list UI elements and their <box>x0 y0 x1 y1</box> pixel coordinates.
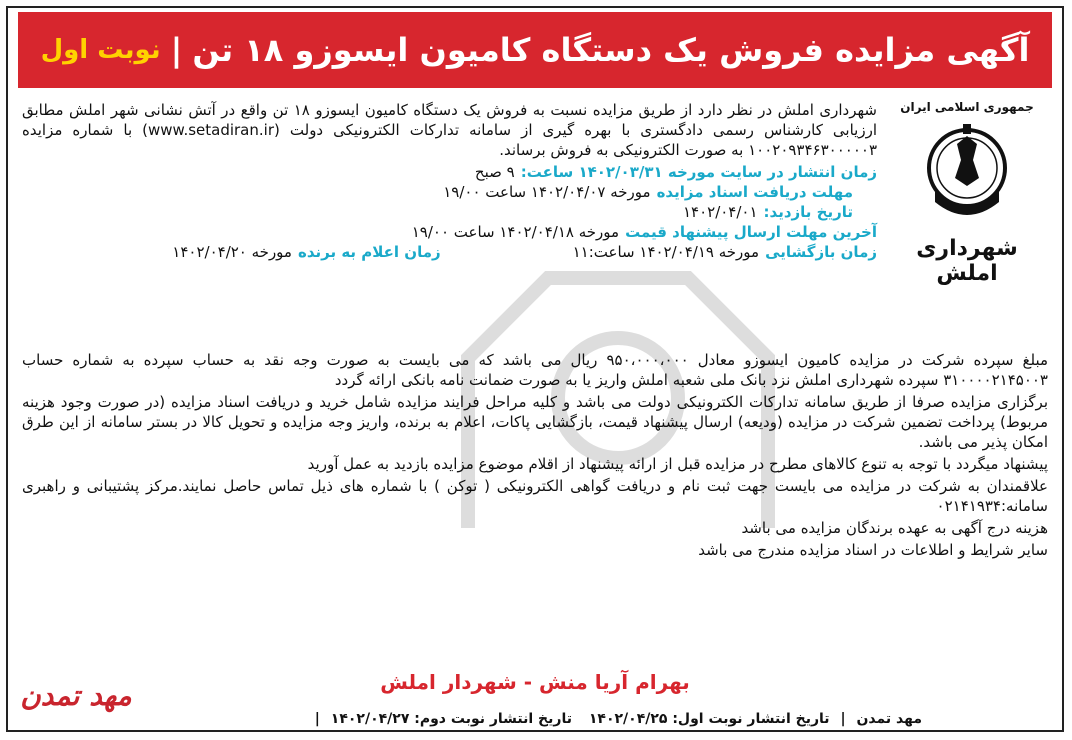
visit-date-row <box>22 202 877 222</box>
notice-frame <box>6 6 1064 732</box>
procedure-paragraph: برگزاری مزایده صرفا از طریق سامانه تدارکات الکترونیکی دولت می باشد و کلیه مراحل فرایند مزایده شامل خرید و دریافت اسناد مزایده (در صورت وجود هزینه مربوط) پرداخت تضمین شرکت در مزایده (ودیعه) ارسال پیشنهاد قیمت، بازگشایی پاکات، اعلام به برنده، واریز وجه مزایده و تحویل کالا در بستر سامانه از این طرق امکان پذیر می باشد. <box>22 393 1048 451</box>
turn-label: نوبت اول <box>40 35 161 65</box>
publish-value: ۹ صبح <box>474 163 515 181</box>
notice-title: آگهی مزایده فروش یک دستگاه کامیون ایسوزو ۱۸ تن <box>192 31 1030 69</box>
country-label: جمهوری اسلامی ایران <box>900 100 1034 114</box>
visit-paragraph: پیشنهاد میگردد با توجه به تنوع کالاهای مطرح در مزایده قبل از ارائه پیشنهاد از اقلام موضوع مزایده بازدید به عمل آورید <box>307 455 1048 473</box>
city-label: شهرداری املش <box>916 236 1018 286</box>
bid-deadline-row <box>22 222 877 242</box>
publish-footer: مهد تمدن | تاریخ انتشار نوبت اول: ۱۴۰۲/۰۴/۲۵ تاریخ انتشار نوبت دوم: ۱۴۰۲/۰۴/۲۷ | <box>314 711 922 727</box>
visit-label: تاریخ بازدید: <box>763 203 853 221</box>
footer-second-publish: تاریخ انتشار نوبت دوم: ۱۴۰۲/۰۴/۲۷ <box>330 711 572 727</box>
emblem-icon <box>917 120 1017 230</box>
visit-value: ۱۴۰۲/۰۴/۰۱ <box>682 203 758 221</box>
docs-label: مهلت دریافت اسناد مزایده <box>656 183 853 201</box>
docs-deadline-row <box>22 182 877 202</box>
footer-source: مهد تمدن <box>856 711 922 727</box>
winner-label: زمان اعلام به برنده <box>297 243 441 261</box>
publish-label: زمان انتشار در سایت مورخه ۱۴۰۲/۰۳/۳۱ ساعت: <box>520 163 877 181</box>
publish-date-row <box>22 162 877 182</box>
registration-paragraph: علاقمندان به شرکت در مزایده می بایست جهت ثبت نام و دریافت گواهی الکترونیکی ( توکن ) با شماره های ذیل تماس حاصل نمایند.مرکز پشتیبانی و راهبری سامانه:۰۲۱۴۱۹۳۴ <box>22 477 1048 515</box>
notice-body <box>22 100 877 262</box>
opening-label: زمان بازگشایی <box>765 243 877 261</box>
winner-value: مورخه ۱۴۰۲/۰۴/۲۰ <box>172 243 292 261</box>
footer-first-publish: تاریخ انتشار نوبت اول: ۱۴۰۲/۰۴/۲۵ <box>588 711 830 727</box>
title-separator: | <box>170 31 183 69</box>
signature: بهرام آریا منش - شهردار املش <box>380 670 690 694</box>
conditions-paragraph: سایر شرایط و اطلاعات در اسناد مزایده مندرج می باشد <box>698 541 1048 559</box>
notice-terms <box>22 350 1048 562</box>
docs-value: مورخه ۱۴۰۲/۰۴/۰۷ ساعت ۱۹/۰۰ <box>443 183 651 201</box>
deadline-value: مورخه ۱۴۰۲/۰۴/۱۸ ساعت ۱۹/۰۰ <box>411 223 620 241</box>
deposit-paragraph: مبلغ سپرده شرکت در مزایده کامیون ایسوزو معادل ۹۵۰،۰۰۰،۰۰۰ ریال می باشد که می بایست به صورت وجه نقد به حساب سپرده به شماره حساب ۳۱۰۰۰۰۲۱۴۵۰۰۳ سپرده شهرداری املش نزد بانک ملی شعبه املش واریز یا به صورت ضمانت نامه بانکی ارائه گردد <box>22 351 1048 389</box>
intro-text: شهرداری املش در نظر دارد از طریق مزایده نسبت به فروش یک دستگاه کامیون ایسوزو ۱۸ تن واقع در آتش نشانی شهر املش مطابق ارزیابی کارشناس رسمی دادگستری با بهره گیری از سامانه تدارکات الکترونیکی دولت (www.setadiran.ir) با شماره مزایده ۱۰۰۲۰۹۳۴۶۳۰۰۰۰۰۳ به صورت الکترونیکی به فروش برساند. <box>22 101 877 159</box>
brand-logo: مهد تمدن <box>20 679 132 712</box>
fee-paragraph: هزینه درج آگهی به عهده برندگان مزایده می باشد <box>741 519 1048 537</box>
municipality-logo <box>892 100 1042 286</box>
opening-value: مورخه ۱۴۰۲/۰۴/۱۹ ساعت:۱۱ <box>572 243 760 261</box>
deadline-label: آخرین مهلت ارسال پیشنهاد قیمت <box>625 223 877 241</box>
opening-row <box>22 242 877 262</box>
title-bar <box>18 12 1052 88</box>
